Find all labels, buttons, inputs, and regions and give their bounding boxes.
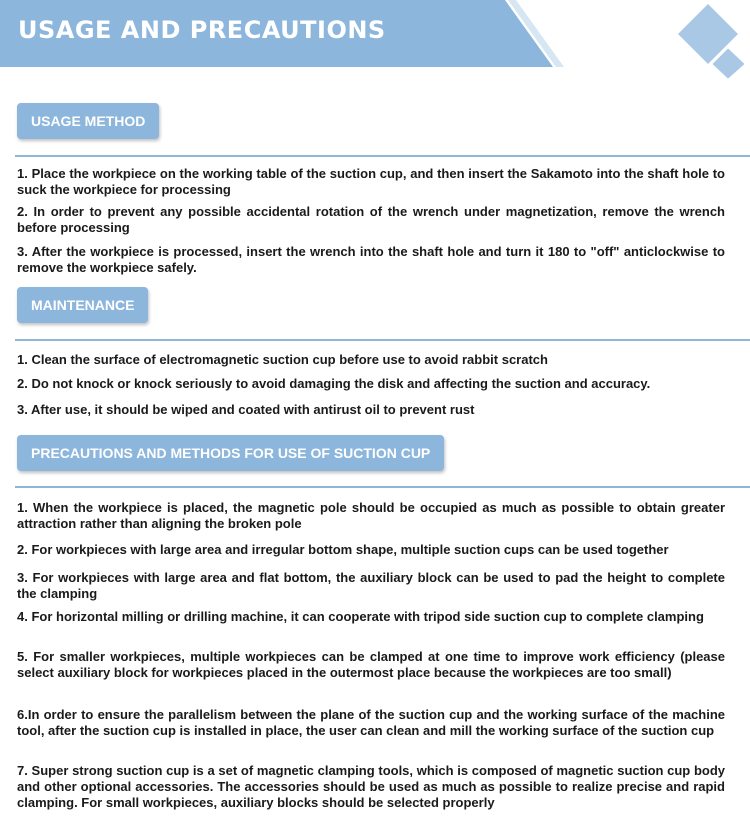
usage-method-heading: USAGE METHOD	[17, 103, 159, 139]
precautions-item-4: 4. For horizontal milling or drilling machine, it can cooperate with tripod side suction cup to complete clamping	[17, 609, 704, 624]
maintenance-item-2: 2. Do not knock or knock seriously to avoid damaging the disk and affecting the suction and accuracy.	[17, 376, 651, 391]
usage-item-2: 2. In order to prevent any possible accidental rotation of the wrench under magnetization, remove the wrench before processing	[17, 204, 725, 235]
precautions-item-6: 6.In order to ensure the parallelism between the plane of the suction cup and the working surface of the machine tool, after the suction cup is installed in place, the user can clean and mill the working surface of the suction cup	[17, 707, 725, 738]
maintenance-heading: MAINTENANCE	[17, 287, 148, 323]
usage-item-1: 1. Place the workpiece on the working table of the suction cup, and then insert the Sakamoto into the shaft hole to suck the workpiece for processing	[17, 166, 725, 197]
page-title: USAGE AND PRECAUTIONS	[18, 16, 386, 44]
maintenance-item-3: 3. After use, it should be wiped and coated with antirust oil to prevent rust	[17, 402, 475, 417]
header-banner	[0, 0, 750, 72]
precautions-item-2: 2. For workpieces with large area and irregular bottom shape, multiple suction cups can be used together	[17, 542, 669, 557]
usage-item-3: 3. After the workpiece is processed, insert the wrench into the shaft hole and turn it 180 to "off" anticlockwise to remove the workpiece safely.	[17, 244, 725, 275]
maintenance-item-1: 1. Clean the surface of electromagnetic suction cup before use to avoid rabbit scratch	[17, 352, 548, 367]
precautions-item-1: 1. When the workpiece is placed, the magnetic pole should be occupied as much as possible to obtain greater attraction rather than aligning the broken pole	[17, 500, 725, 531]
precautions-item-3: 3. For workpieces with large area and flat bottom, the auxiliary block can be used to pad the height to complete the clamping	[17, 570, 725, 601]
maintenance-divider	[15, 339, 750, 341]
precautions-item-5: 5. For smaller workpieces, multiple workpieces can be clamped at one time to improve work efficiency (please select auxiliary block for workpieces placed in the outermost place because the workpieces are too small)	[17, 649, 725, 680]
precautions-divider	[15, 486, 750, 488]
precautions-heading: PRECAUTIONS AND METHODS FOR USE OF SUCTION CUP	[17, 435, 444, 471]
precautions-item-7: 7. Super strong suction cup is a set of magnetic clamping tools, which is composed of magnetic suction cup body and other optional accessories. The accessories should be used as much as possible to realize precise and rapid clamping. For small workpieces, auxiliary blocks should be selected properly	[17, 763, 725, 810]
usage-divider	[15, 155, 750, 157]
